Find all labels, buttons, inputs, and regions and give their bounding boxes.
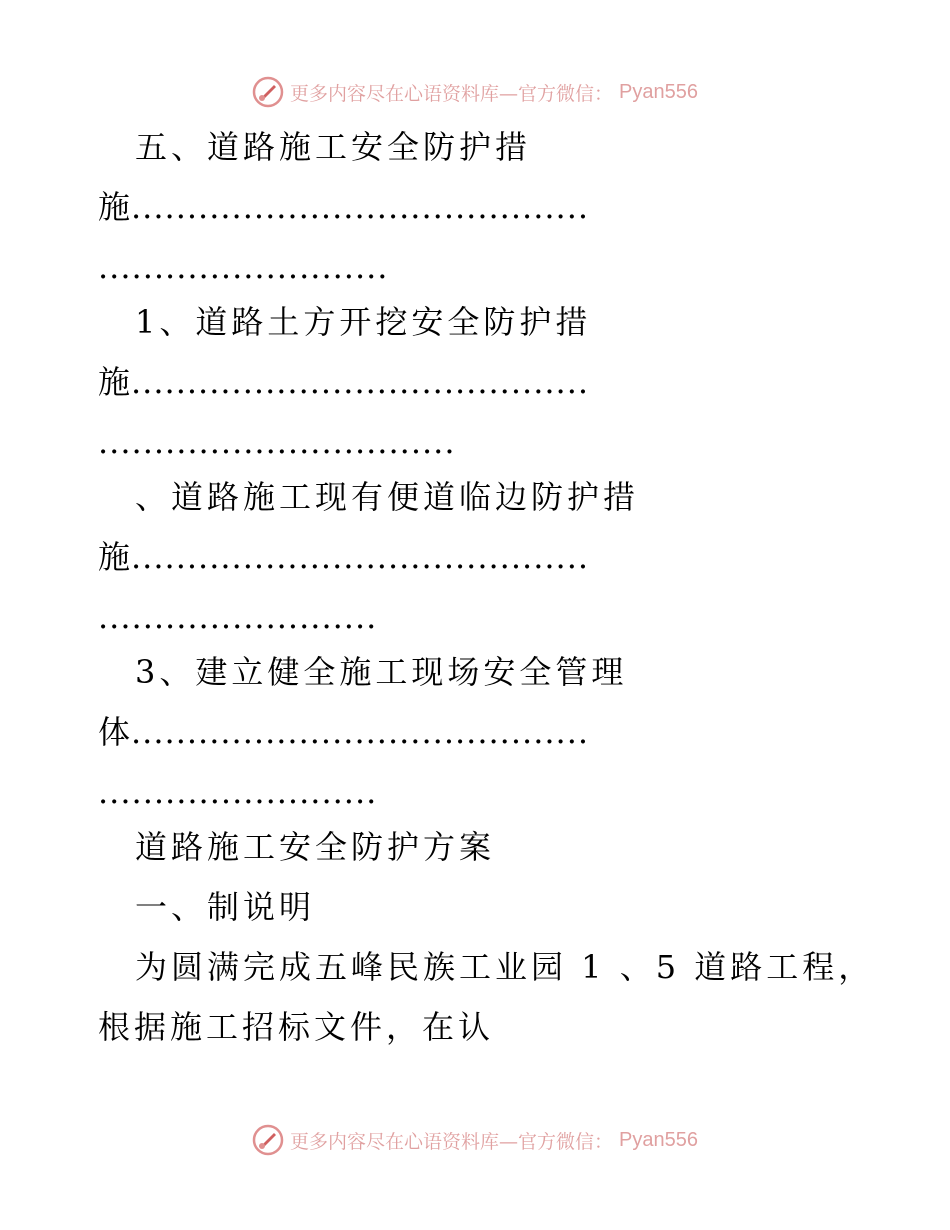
watermark-text: 更多内容尽在心语资料库—官方微信： — [290, 82, 614, 105]
watermark-id: Pyan556 — [619, 80, 698, 103]
toc-dots-line: ......................... — [98, 773, 378, 811]
body-paragraph-line: 为圆满完成五峰民族工业园 1 、5 道路工程， — [135, 948, 875, 986]
toc-item-3: 3、建立健全施工现场安全管理 — [135, 653, 628, 691]
section-heading-1: 一、制说明 — [135, 888, 316, 926]
toc-dots-line: ................................ — [98, 423, 456, 461]
logo-icon — [252, 1124, 284, 1156]
toc-item-2: 、道路施工现有便道临边防护措 — [135, 478, 640, 516]
section-title: 道路施工安全防护方案 — [135, 828, 496, 866]
toc-dots-line: 施......................................... — [98, 538, 590, 576]
toc-dots-line: 施......................................... — [98, 363, 590, 401]
toc-heading-5: 五、道路施工安全防护措 — [135, 128, 532, 166]
header-watermark — [0, 72, 950, 112]
toc-dots-line: 体......................................... — [98, 713, 590, 751]
toc-dots-line: 施......................................... — [98, 188, 590, 226]
toc-item-1: 1、道路土方开挖安全防护措 — [135, 303, 592, 341]
footer-watermark — [0, 1120, 950, 1160]
toc-dots-line: .......................... — [98, 248, 389, 286]
logo-icon — [252, 76, 284, 108]
body-paragraph-line: 根据施工招标文件，在认 — [98, 1008, 495, 1046]
toc-dots-line: ......................... — [98, 598, 378, 636]
watermark-id: Pyan556 — [619, 1128, 698, 1151]
watermark-text: 更多内容尽在心语资料库—官方微信： — [290, 1130, 614, 1153]
